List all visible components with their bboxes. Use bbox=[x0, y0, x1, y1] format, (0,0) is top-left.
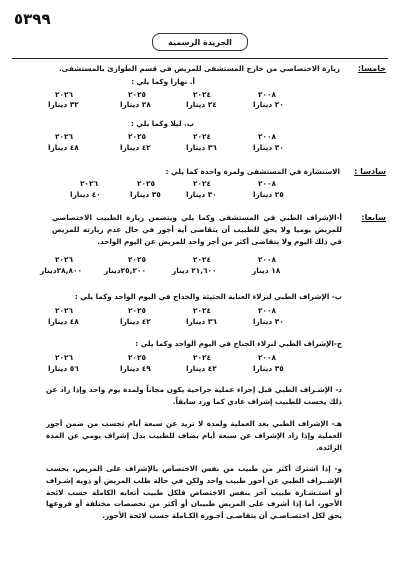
seventh-a-price: ٢٨,٨٠٠دينار bbox=[40, 266, 82, 275]
seventh-c-price: ٤٢ دينارا bbox=[186, 364, 217, 373]
seventh-e-paragraph: هـ- الإشراف الطبي بعد العملية ولمدة لا تزيد عن سبعة أيام تحسب من ضمن أجور العملية وإذا زاد الإشراف عن سبعة أيام يضاف للطبيب بدل إشراف يومي عن المدة الزائدة. bbox=[46, 419, 342, 452]
fifth-b-price: ٣٦ دينارا bbox=[186, 143, 217, 152]
sixth-price: ٣٠ دينارا bbox=[186, 190, 217, 199]
header-rule bbox=[12, 58, 388, 59]
seventh-c-price: ٥٦ دينارا bbox=[48, 364, 79, 373]
fifth-b-price: ٤٨ دينارا bbox=[48, 143, 79, 152]
seventh-b-year: ٢٠٢٥ bbox=[128, 306, 147, 315]
seventh-a-year: ٢٠٢٥ bbox=[128, 255, 147, 264]
fifth-a-year: ٢٠٠٨ bbox=[258, 90, 277, 99]
seventh-c-title: ج-الإشراف الطبي لنزلاء الجناح في اليوم الواحد وكما يلي : bbox=[135, 339, 342, 348]
fifth-b-year: ٢٠٢٤ bbox=[193, 132, 212, 141]
sixth-year: ٢٠٢٦ bbox=[80, 179, 99, 188]
sixth-title: الاستشارة في المستشفى ولمرة واحدة كما يلي : bbox=[165, 167, 340, 176]
seventh-b-year: ٢٠٠٨ bbox=[258, 306, 277, 315]
page-number: ٥٣٩٩ bbox=[14, 10, 51, 28]
fifth-title: زيارة الاختصاصي من خارج المستشفى للمريض في قسم الطوارئ بالمستشفى. bbox=[58, 64, 340, 73]
seventh-c-price: ٣٥ دينارا bbox=[253, 364, 284, 373]
seventh-c-year: ٢٠٠٨ bbox=[258, 353, 277, 362]
seventh-b-price: ٤٢ دينارا bbox=[120, 317, 151, 326]
fifth-b-price: ٤٢ دينارا bbox=[120, 143, 151, 152]
fifth-b-title: ب. ليلا وكما يلي : bbox=[131, 119, 194, 128]
fifth-a-title: أ. نهارا وكما يلي : bbox=[131, 77, 195, 86]
fifth-b-year: ٢٠٢٥ bbox=[128, 132, 147, 141]
seventh-b-price: ٣٦ دينارا bbox=[186, 317, 217, 326]
fifth-a-year: ٢٠٢٥ bbox=[128, 90, 147, 99]
fifth-a-year: ٢٠٢٤ bbox=[193, 90, 212, 99]
seventh-a-year: ٢٠٠٨ bbox=[258, 255, 277, 264]
sixth-year: ٢٠٢٤ bbox=[193, 179, 212, 188]
seventh-a-price: ٢٥,٢٠٠دينار bbox=[104, 266, 146, 275]
sixth-price: ٢٥ دينارا bbox=[253, 190, 284, 199]
sixth-year: ٢٠٠٨ bbox=[258, 179, 277, 188]
fifth-b-year: ٢٠٠٨ bbox=[258, 132, 277, 141]
seventh-a-paragraph: أ-الإشراف الطبي في المستشفى وكما يلي ويتضمن زيارة الطبيب الاختصاصي للمريض يوميا ولا يحق للطبيب أن يتقاضى أية أجور في حال عدم زيارته للمريض في ذلك اليوم ولا يتقاضى أكثر من أجر واحد للمريض عن اليوم الواحد. bbox=[52, 213, 342, 246]
seventh-b-price: ٣٠ دينارا bbox=[253, 317, 284, 326]
sixth-price: ٤٠ دينارا bbox=[70, 190, 101, 199]
fifth-b-price: ٣٠ دينارا bbox=[253, 143, 284, 152]
seventh-a-year: ٢٠٢٦ bbox=[55, 255, 74, 264]
seventh-b-year: ٢٠٢٤ bbox=[193, 306, 212, 315]
seventh-a-price: ١٨ دينار bbox=[252, 266, 281, 275]
seventh-b-price: ٤٨ دينارا bbox=[48, 317, 79, 326]
fifth-a-price: ٢٤ دينارا bbox=[186, 100, 217, 109]
section-label-seventh: سابعا: bbox=[361, 213, 386, 222]
seventh-c-year: ٢٠٢٤ bbox=[193, 353, 212, 362]
section-label-fifth: خامسا: bbox=[357, 64, 386, 73]
seventh-c-price: ٤٩ دينارا bbox=[120, 364, 151, 373]
gazette-header-title: الجريدة الرسمية bbox=[152, 33, 248, 51]
section-label-sixth: سادسا : bbox=[354, 167, 386, 176]
seventh-a-price: ٢١,٦٠٠ دينار bbox=[172, 266, 217, 275]
fifth-b-year: ٢٠٢٦ bbox=[55, 132, 74, 141]
fifth-a-year: ٢٠٢٦ bbox=[55, 90, 74, 99]
fifth-a-price: ٣٢ دينارا bbox=[48, 100, 79, 109]
seventh-d-paragraph: د- الإشـراف الطبي قبل إجراء عملية جراحية يكون مجاناً ولمدة يوم واحد وإذا زاد عن ذلك يحسب للطبيب إشراف عادي كما ورد سابقاً. bbox=[46, 385, 342, 406]
seventh-c-year: ٢٠٢٦ bbox=[55, 353, 74, 362]
sixth-year: ٢٠٢٥ bbox=[137, 179, 156, 188]
seventh-c-year: ٢٠٢٥ bbox=[128, 353, 147, 362]
seventh-f-paragraph: و- إذا اشترك أكثر من طبيب من نفس الاختصاص بالإشراف على المريض، يحسب الإشــراف الطبي عن أجور طبيب واحد ولكن في حالة طلب المريض أو ذويه إشـراف أو استـشـارة طبيب آخر بنفس الاختصاص فلكل طبيب أتعابه الكاملة حسب لائحة الأجور، أما إذا أشرف على المريض طبيبان أو أكثر من تخصصات مختلفة أو فروعها يحق لكل اختصـاصـي أن يتقاضـى أجـوره الكـاملة حسب لائحة الأجور. bbox=[46, 464, 342, 521]
sixth-price: ٣٥ دينارا bbox=[130, 190, 161, 199]
seventh-b-year: ٢٠٢٦ bbox=[55, 306, 74, 315]
seventh-a-year: ٢٠٢٤ bbox=[193, 255, 212, 264]
fifth-a-price: ٢٠ دينارا bbox=[253, 100, 284, 109]
seventh-b-title: ب- الإشراف الطبي لنزلاء العناية الحثيثة والخداج في اليوم الواحد وكما يلي : bbox=[74, 292, 342, 301]
fifth-a-price: ٢٨ دينارا bbox=[120, 100, 151, 109]
